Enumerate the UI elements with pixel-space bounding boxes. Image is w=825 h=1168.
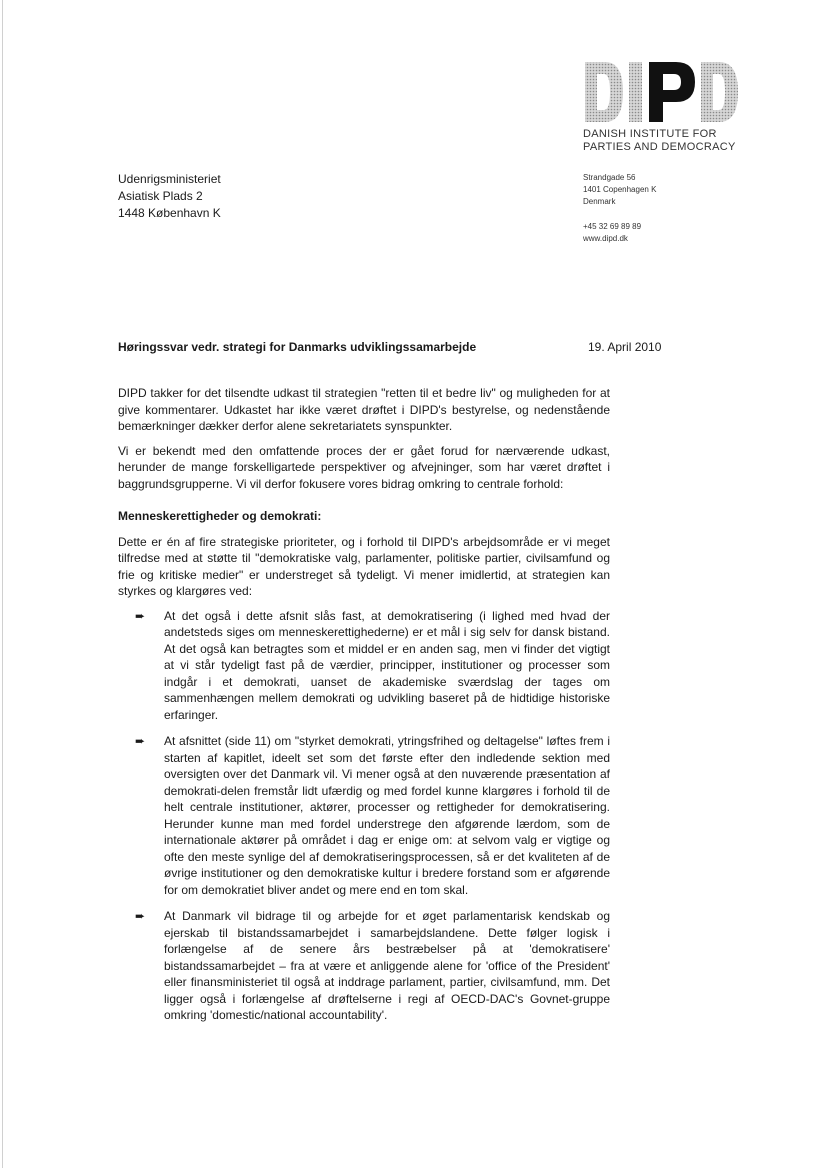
logo-name-line: PARTIES AND DEMOCRACY bbox=[583, 141, 736, 153]
letter-subject: Høringssvar vedr. strategi for Danmarks udviklingssamarbejde bbox=[118, 340, 477, 354]
recipient-line: Udenrigsministeriet bbox=[118, 172, 221, 186]
section-intro: Dette er én af fire strategiske prioriteter, og i forhold til DIPD's arbejdsområde er vi meget tilfredse med at støtte til "demokratiske valg, parlamenter, politiske partier, civilsamfund og frie og kritiske medier" er understreget så tydeligt. Vi mener imidlertid, at strategien kan styrkes og klargøres ved: bbox=[118, 534, 610, 598]
contact-street: Strandgade 56 bbox=[583, 173, 636, 182]
sender-contact bbox=[583, 172, 656, 245]
body-paragraph: Vi er bekendt med den omfattende proces der er gået forud for nærværende udkast, herunder de mange forskelligartede perspektiver og afvejninger, som har været drøftet i baggrundsgrupperne. Vi vil derfor fokusere vores bidrag omkring to centrale forhold: bbox=[118, 443, 610, 491]
body-paragraph: DIPD takker for det tilsendte udkast til strategien "retten til et bedre liv" og muligheden for at give kommentarer. Udkastet har ikke været drøftet i DIPD's bestyrelse, og nedenstående bemærkninger dækker derfor alene sekretariatets synspunkter. bbox=[118, 386, 610, 433]
bullet-text: At afsnittet (side 11) om "styrket demokrati, ytringsfrihed og deltagelse" løftes frem i starten af kapitlet, ideelt set som det første efter den indledende sektion med oversigten over det Danmark vil. Vi mener også at den nuværende præsentation af demokrati-delen fremstår lidt ufærdig og med fordel kunne klargøres i forhold til de helt centrale institutioner, aktører, processer og rettigheder for demokratisering. Herunder kunne man med fordel understrege den afgørende lærdom, som de internationale aktører på området i dag er enige om: at selvom valg er vigtige og ofte den meste synlige del af demokratiseringsprocessen, så er det kvaliteten af de øvrige institutioner og den demokratiske kultur i bredere forstand som er afgørende for om demokratiet bliver andet og mere end en tom skal. bbox=[164, 734, 610, 897]
bullet-item bbox=[118, 608, 610, 724]
logo-name bbox=[583, 128, 743, 154]
arrow-icon: ➨ bbox=[135, 909, 146, 923]
contact-country: Denmark bbox=[583, 197, 616, 206]
bullet-text: At Danmark vil bidrage til og arbejde for et øget parlamentarisk kendskab og ejerskab til bistandssamarbejdet i samarbejdslandene. Dette følger logisk i forlængelse af de senere års bestræbelser på at 'demokratisere' bistandssamarbejdet – fra at være et anliggende alene for 'office of the President' eller finansministeriet til også at inddrage parlament, partier, civilsamfund, mm. Det ligger også i forlængelse af drøftelserne i regi af OECD-DAC's Govnet-gruppe omkring 'domestic/national accountability'. bbox=[164, 909, 610, 1022]
bullet-item bbox=[118, 908, 610, 1024]
letter-date: 19. April 2010 bbox=[588, 340, 662, 354]
section-heading: Menneskerettigheder og demokrati: bbox=[118, 509, 322, 523]
dipd-logo bbox=[583, 60, 743, 154]
logo-name-line: DANISH INSTITUTE FOR bbox=[583, 128, 717, 140]
contact-phone: +45 32 69 89 89 bbox=[583, 222, 642, 231]
bullet-list bbox=[118, 608, 610, 1024]
recipient-line: Asiatisk Plads 2 bbox=[118, 189, 203, 203]
letter-body bbox=[118, 385, 610, 1034]
bullet-item bbox=[118, 733, 610, 898]
arrow-icon: ➨ bbox=[135, 734, 146, 748]
contact-city: 1401 Copenhagen K bbox=[583, 185, 657, 194]
arrow-icon: ➨ bbox=[135, 608, 146, 623]
recipient-address bbox=[118, 171, 221, 222]
dipd-logo-mark bbox=[583, 60, 741, 124]
page-edge bbox=[2, 0, 3, 1168]
recipient-line: 1448 København K bbox=[118, 206, 221, 220]
contact-web: www.dipd.dk bbox=[583, 234, 628, 243]
bullet-text: At det også i dette afsnit slås fast, at demokratisering (i lighed med hvad der andetsteds siges om menneskerettighederne) er et mål i sig selv for dansk bistand. At det også kan betragtes som et middel er en anden sag, men vi finder det vigtigt at vi står tydeligt fast på de værdier, principper, institutioner og processer som indgår i et demokrati, uanset de akademiske sværdslag der tages om sammenhængen mellem demokrati og udvikling baseret på de hidtidige historiske erfaringer. bbox=[164, 608, 610, 722]
